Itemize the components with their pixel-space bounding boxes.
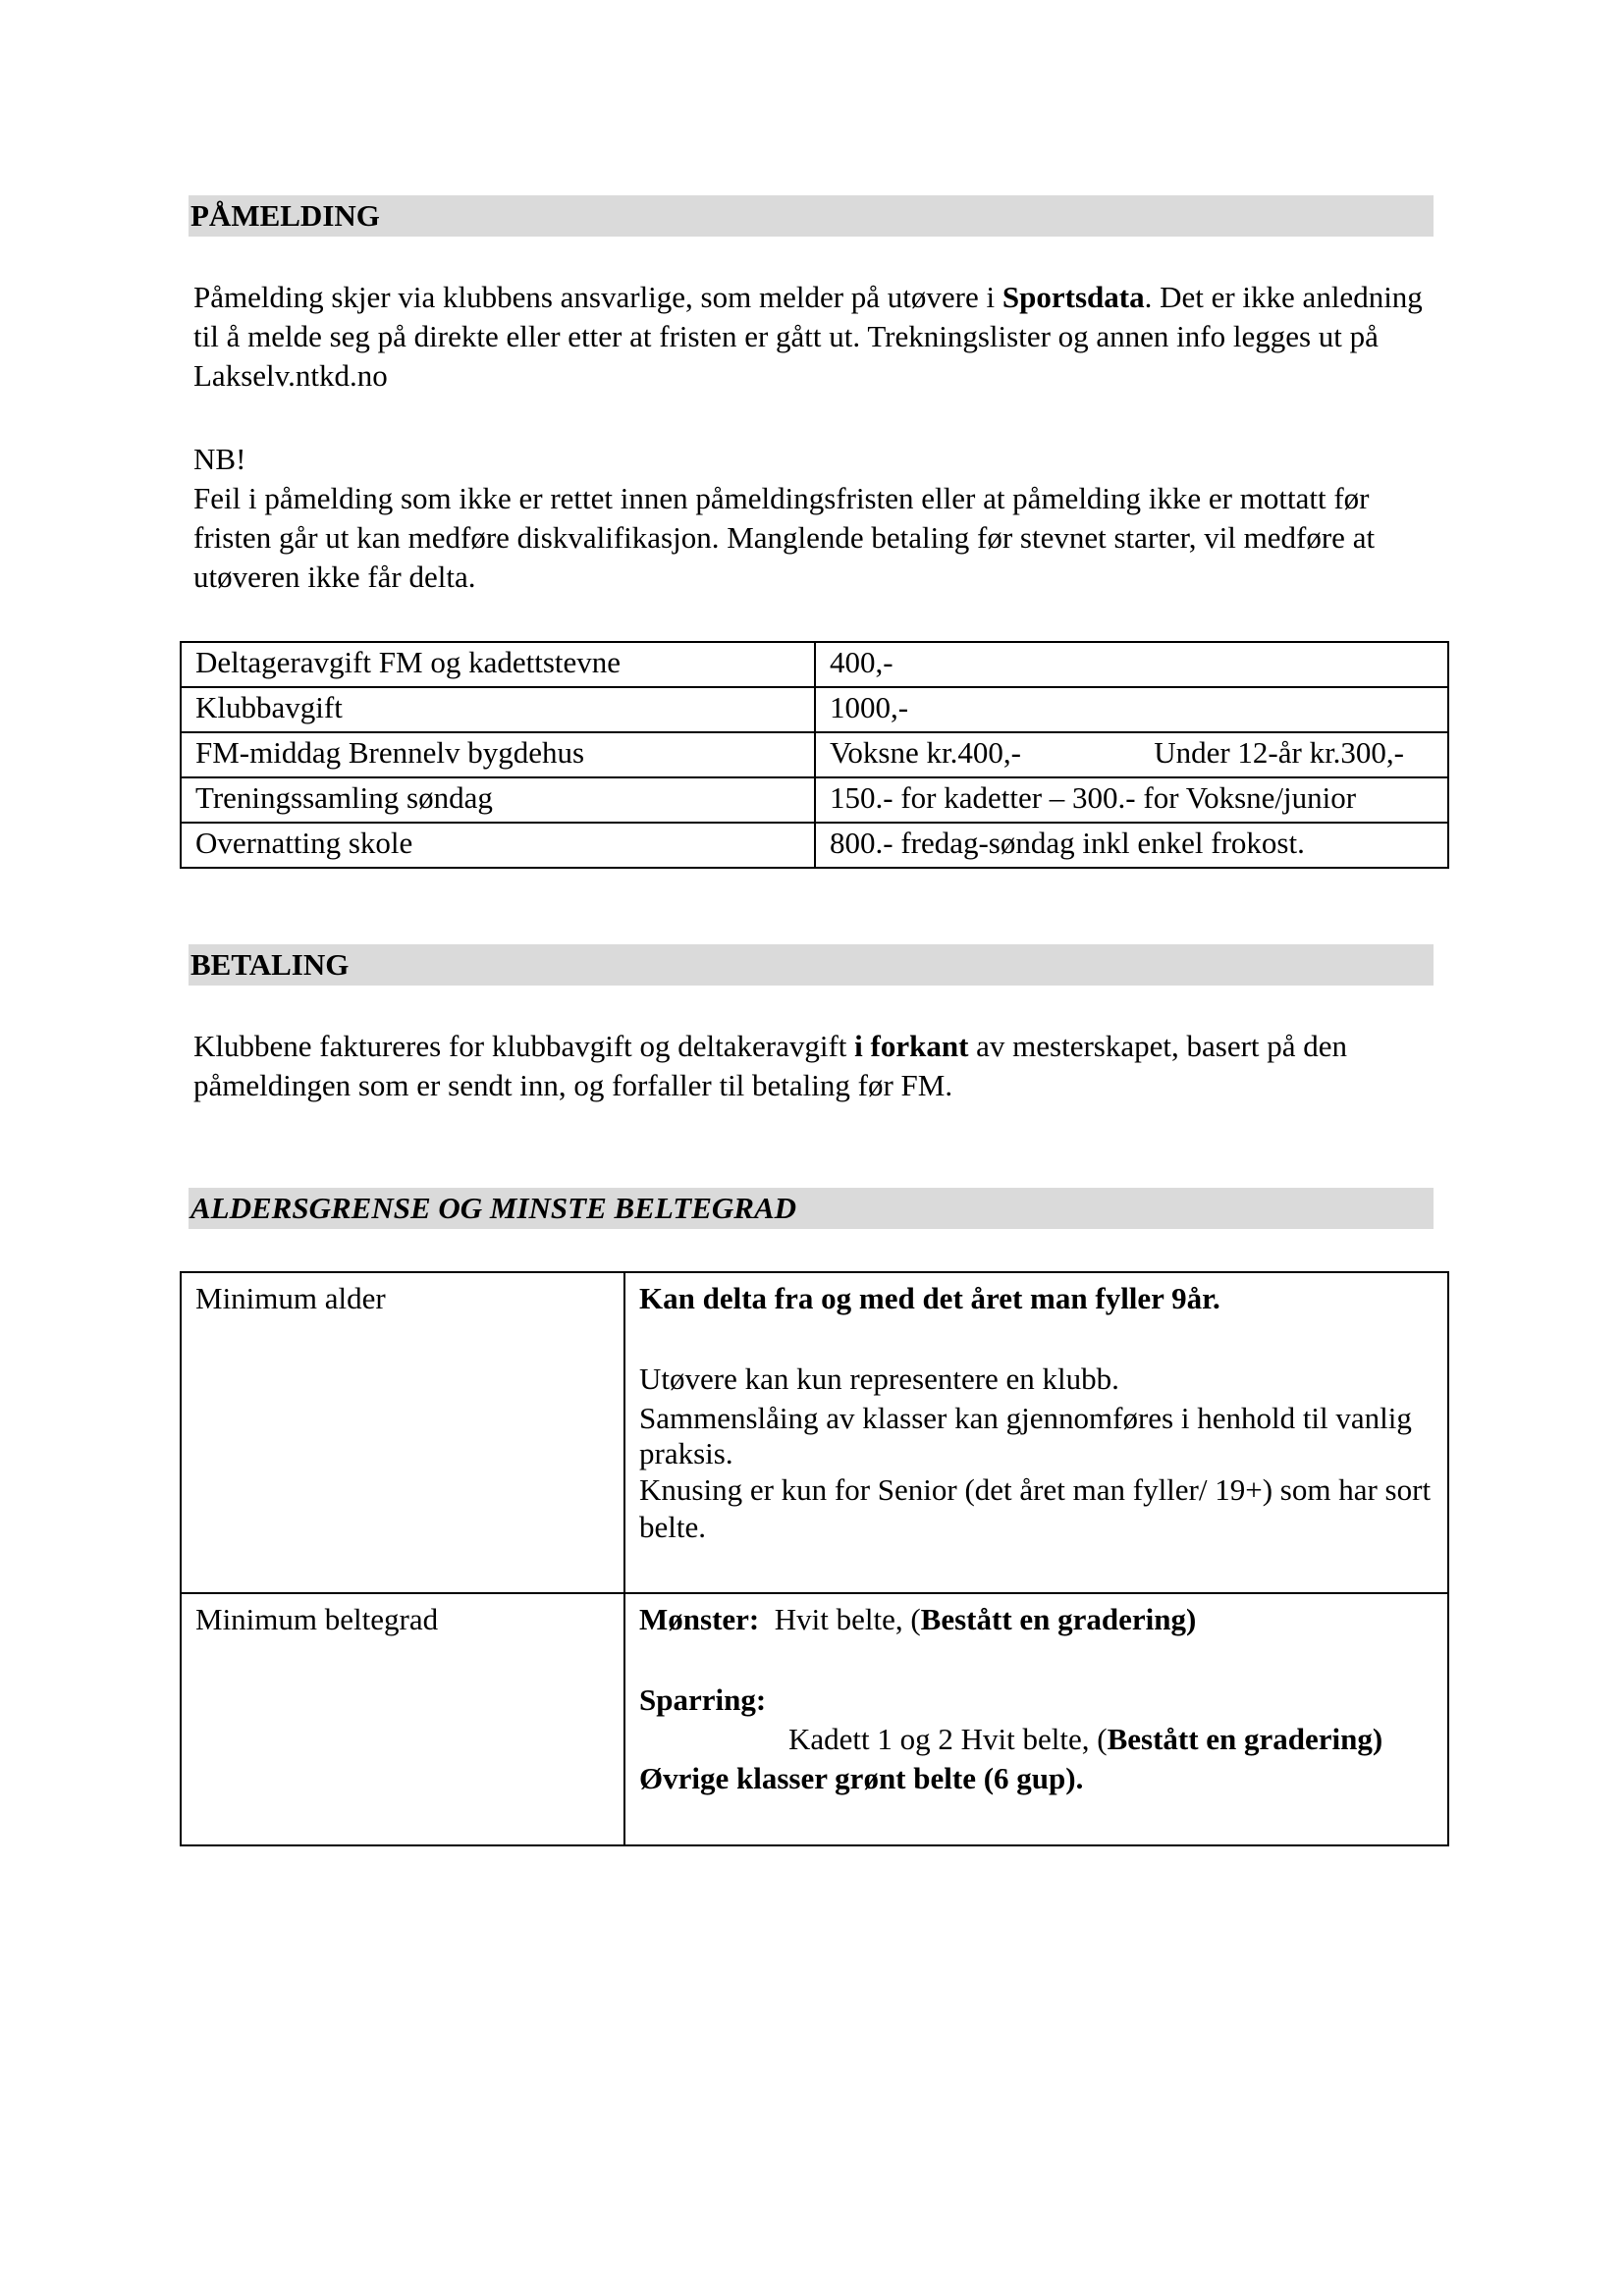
table-row	[181, 777, 1448, 823]
min-age-line: Sammenslåing av klasser kan gjennomføres i henhold til vanlig praksis.	[639, 1401, 1412, 1470]
min-age-bold: Kan delta fra og med det året man fyller 9år.	[639, 1281, 1220, 1315]
nb-label: NB!	[193, 442, 246, 476]
fee-value-cell	[815, 732, 1448, 777]
fee-label: Overnatting skole	[181, 823, 815, 868]
payment-text-start: Klubbene faktureres for klubbavgift og deltakeravgift	[193, 1029, 855, 1063]
fee-value: 800.- fredag-søndag inkl enkel frokost.	[815, 823, 1448, 868]
min-age-label: Minimum alder	[181, 1272, 624, 1593]
registration-paragraph	[193, 278, 1440, 396]
pattern-text: Hvit belte, (	[759, 1602, 921, 1636]
min-age-line: Utøvere kan kun representere en klubb.	[639, 1362, 1119, 1396]
nb-paragraph: Feil i påmelding som ikke er rettet innen påmeldingsfristen eller at påmelding ikke er mottatt før fristen går ut kan medføre diskvalifikasjon. Manglende betaling før stevnet starter, vil medføre at utøveren ikke får delta.	[193, 481, 1376, 594]
sparring-label	[639, 1681, 1434, 1720]
fee-value: 150.- for kadetter – 300.- for Voksne/junior	[815, 777, 1448, 823]
pattern-bold: Bestått en gradering)	[920, 1602, 1197, 1636]
pattern-label: Mønster:	[639, 1602, 760, 1636]
in-advance-bold: i forkant	[854, 1029, 969, 1063]
table-row	[181, 823, 1448, 868]
sparring-rule	[639, 1720, 1434, 1759]
sparring-label-text: Sparring:	[639, 1682, 767, 1717]
payment-paragraph	[193, 1027, 1440, 1105]
payment-heading: BETALING	[189, 944, 1434, 986]
pattern-rule	[639, 1600, 1434, 1639]
other-classes-bold: Øvrige klasser grønt belte (6 gup).	[639, 1761, 1084, 1795]
sparring-text: Kadett 1 og 2 Hvit belte, (	[788, 1722, 1108, 1756]
table-row	[181, 732, 1448, 777]
fee-value: 400,-	[815, 642, 1448, 687]
min-age-rule	[639, 1279, 1434, 1318]
other-classes-rule	[639, 1759, 1434, 1798]
registration-text-end: . Det er ikke anledning til å melde seg på direkte eller etter at fristen er gått ut. Trekningslister og annen info legges ut på Lakselv.ntkd.no	[193, 280, 1423, 393]
min-age-line: Knusing er kun for Senior (det året man fyller/ 19+) som har sort belte.	[639, 1472, 1432, 1544]
table-row	[181, 642, 1448, 687]
fee-label: FM-middag Brennelv bygdehus	[181, 732, 815, 777]
fee-value-child: Under 12-år kr.300,-	[1154, 735, 1404, 770]
fee-label: Treningssamling søndag	[181, 777, 815, 823]
min-belt-cell	[624, 1593, 1448, 1845]
payment-text-end: av mesterskapet, basert på den påmeldingen som er sendt inn, og forfaller til betaling før FM.	[193, 1029, 1348, 1102]
registration-heading: PÅMELDING	[189, 195, 1434, 237]
registration-text-start: Påmelding skjer via klubbens ansvarlige, som melder på utøvere i	[193, 280, 1002, 314]
requirements-table	[180, 1271, 1449, 1846]
fee-label: Klubbavgift	[181, 687, 815, 732]
fee-value-adult: Voksne kr.400,-	[830, 735, 1021, 770]
table-row	[181, 1272, 1448, 1593]
fee-value: 1000,-	[815, 687, 1448, 732]
min-age-cell	[624, 1272, 1448, 1593]
age-heading: ALDERSGRENSE OG MINSTE BELTEGRAD	[189, 1188, 1434, 1229]
fee-label: Deltageravgift FM og kadettstevne	[181, 642, 815, 687]
table-row	[181, 687, 1448, 732]
sportsdata-bold: Sportsdata	[1001, 280, 1145, 314]
sparring-bold: Bestått en gradering)	[1107, 1722, 1383, 1756]
table-row	[181, 1593, 1448, 1845]
min-belt-label: Minimum beltegrad	[181, 1593, 624, 1845]
fees-table	[180, 641, 1449, 869]
